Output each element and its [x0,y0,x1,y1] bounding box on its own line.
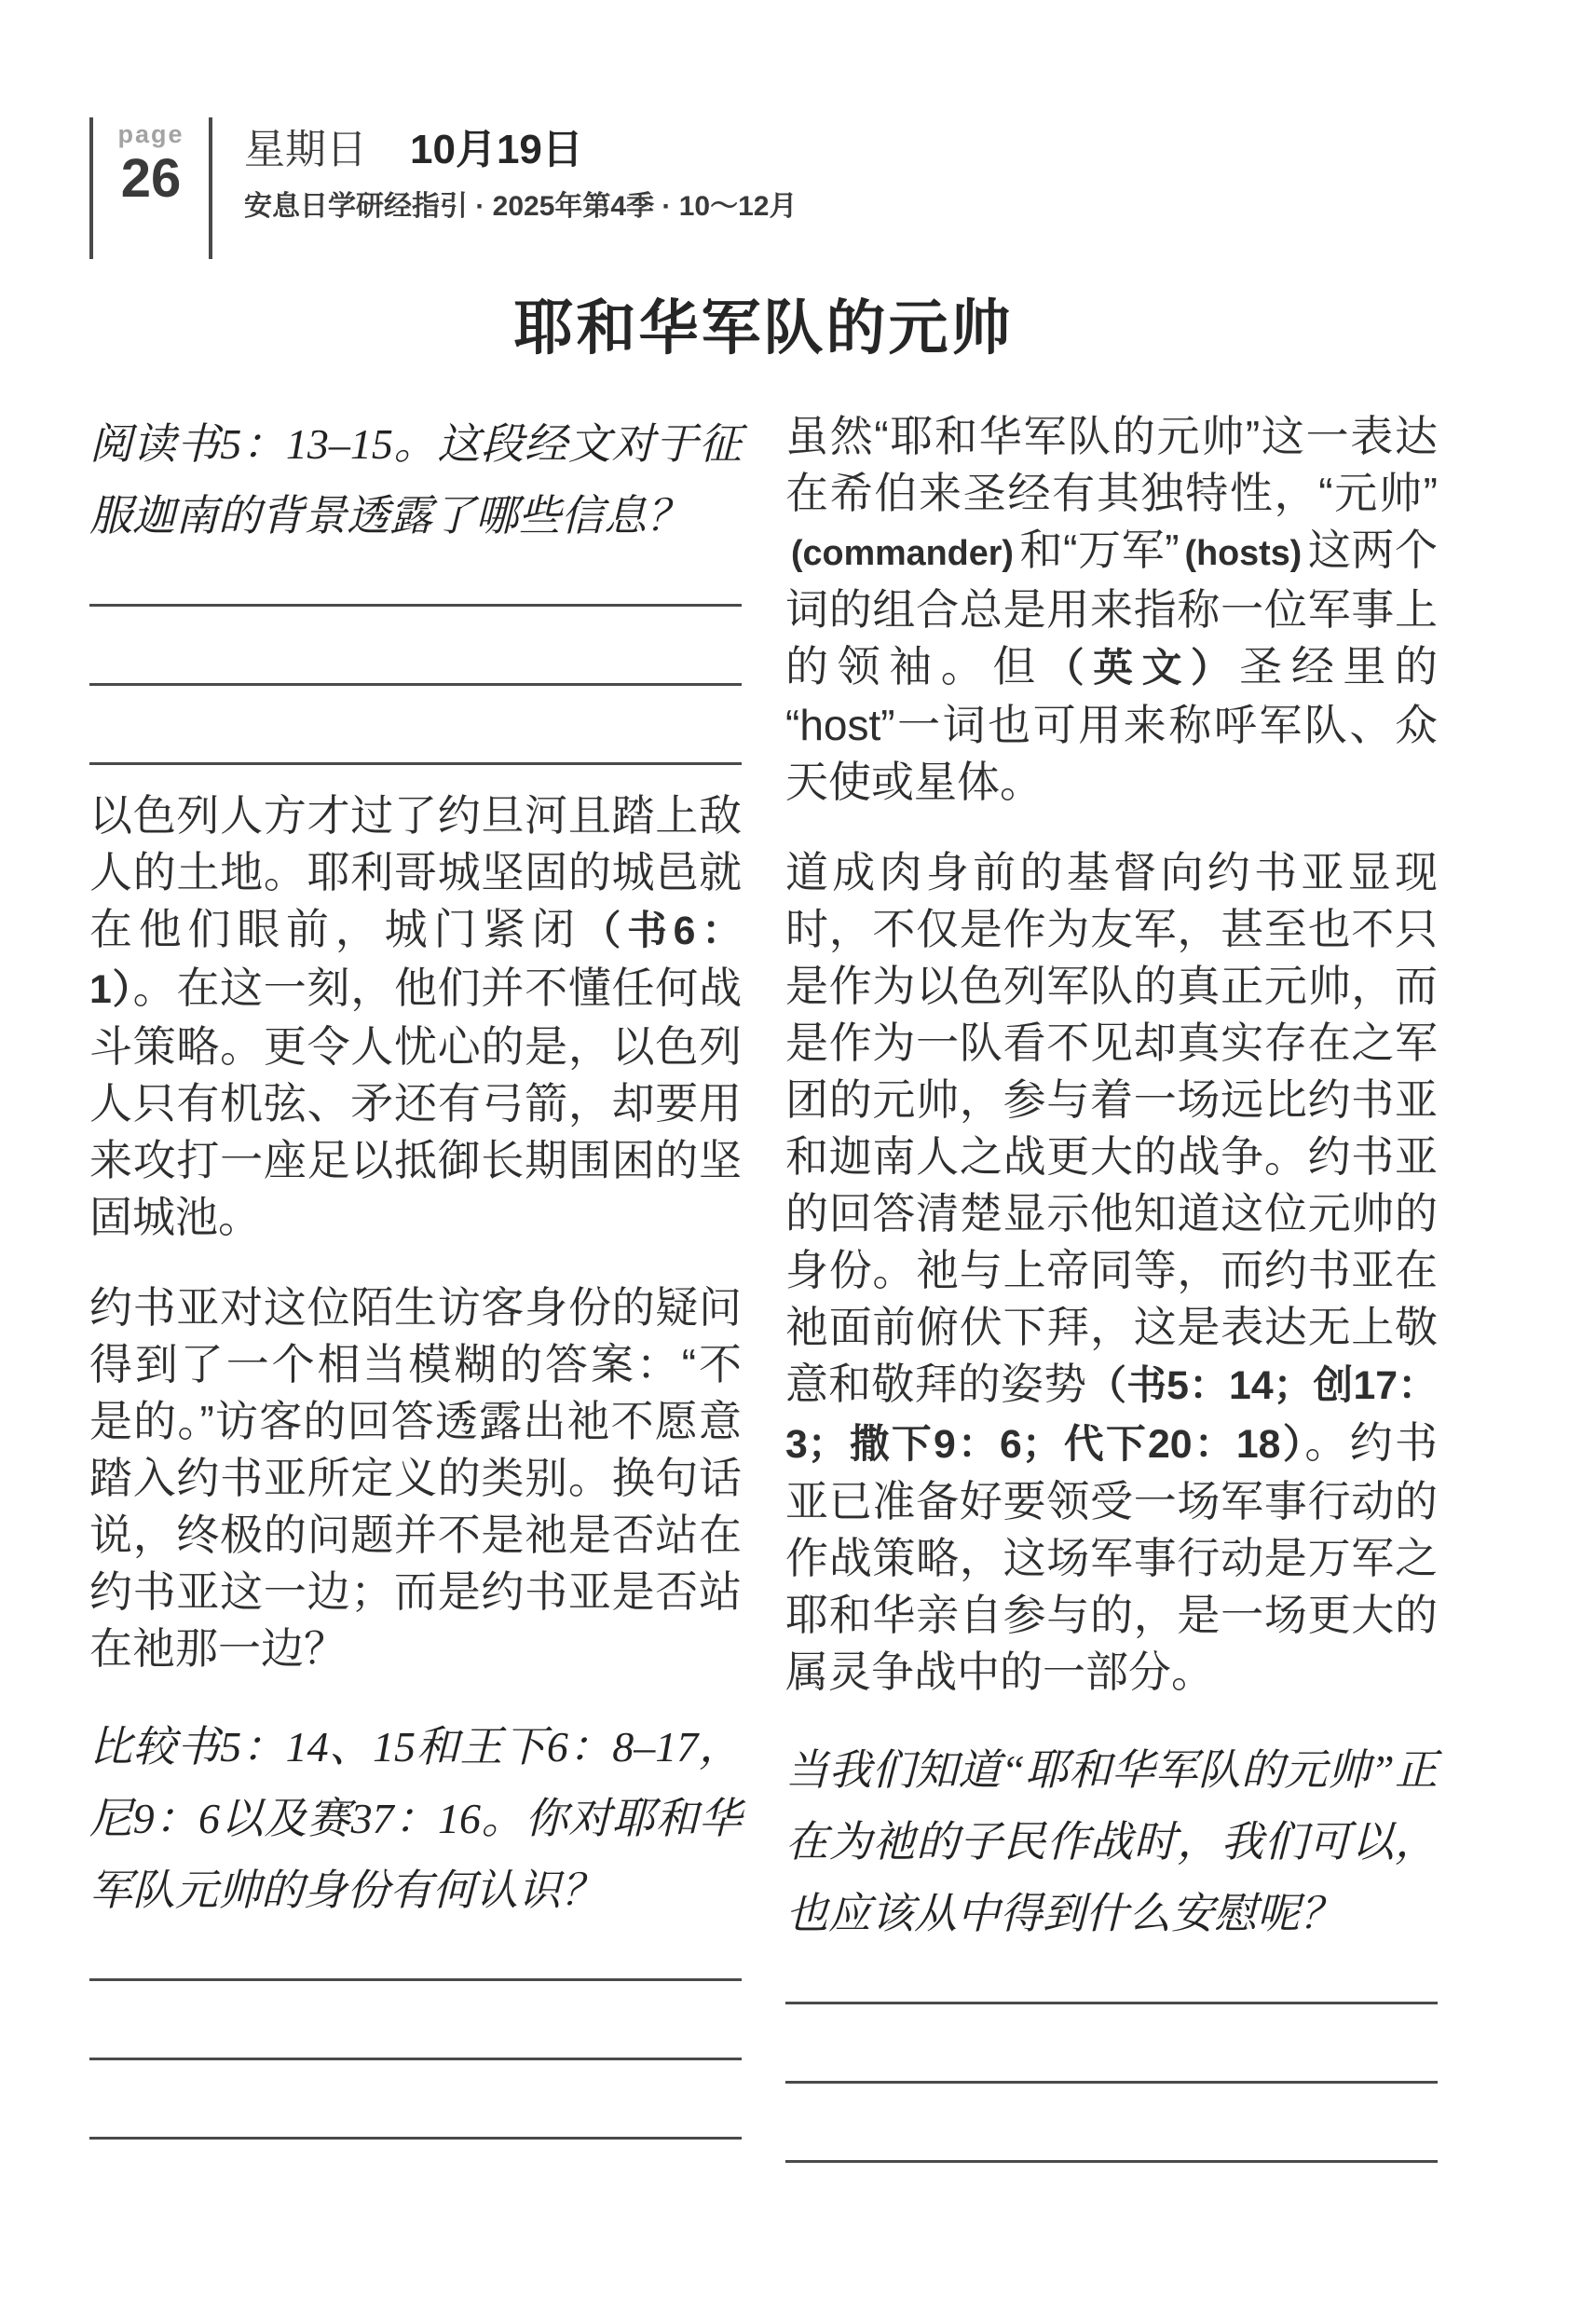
latin-term: (commander) [791,533,1014,572]
answer-line [89,683,742,686]
page-title: 耶和华军队的元帅 [513,295,1014,362]
series-label: 安息日学研经指引 · 2025年第4季 · 10～12月 [244,191,798,222]
date-label: 10月19日 [410,127,583,172]
weekday-label: 星期日 [244,127,367,172]
question-1: 阅读书5：13–15。这段经文对于征服迦南的背景透露了哪些信息？ [89,420,742,540]
lesson-header [244,117,797,259]
answer-line [89,762,742,765]
page-number-block [93,117,209,259]
answer-lines-2 [89,1978,742,2140]
body-paragraph-3 [785,408,1438,811]
body-paragraph-2: 约书亚对这位陌生访客身份的疑问得到了一个相当模糊的答案：“不是的。”访客的回答透露出祂不愿意踏入约书亚所定义的类别。换句话说，终极的问题并不是祂是否站在约书亚这一边；而是约书亚是否站在祂那一边？ [89,1283,742,1673]
latin-term: (hosts) [1184,533,1303,572]
body-paragraph-1 [89,787,742,1246]
page-number: 26 [120,148,182,209]
content-columns [89,408,1438,2185]
text-segment: 。在这一刻，他们并不懂任何战斗策略。更令人忧心的是，以色列人只有机弦、矛还有弓箭，却要用来攻打一座足以抵御长期围困的坚固城池。 [89,964,742,1241]
text-segment: 圣经里的“host”一词也可用来称呼军队、众天使或星体。 [785,642,1438,806]
page-header [89,117,797,259]
answer-line [89,1978,742,1981]
page-label: page [117,120,184,148]
text-segment: 以色列人方才过了约旦河且踏上敌人的土地。耶利哥城坚固的城邑就在他们眼前，城门紧闭 [89,791,742,953]
text-segment: 道成肉身前的基督向约书亚显现时，不仅是作为友军，甚至也不只是作为以色列军队的真正元帅，而是作为一队看不见却真实存在之军团的元帅，参与着一场远比约书亚和迦南人之战更大的战争。约书亚的回答清楚显示他知道这位元帅的身份。祂与上帝同等，而约书亚在祂面前俯伏下拜，这是表达无上敬意和敬拜的姿势 [785,848,1438,1408]
answer-line [89,604,742,607]
text-segment: 和“万军” [1018,526,1180,574]
text-segment: 这两个词的组合总是用来指称一位军事上的领袖。但 [785,526,1438,691]
body-paragraph-4 [785,844,1438,1701]
answer-line [785,2002,1438,2004]
answer-line [785,2081,1438,2084]
text-segment: 。约书亚已准备好要领受一场军事行动的作战策略，这场军事行动是万军之耶和华亲自参与的，是一场更大的属灵争战中的一部分。 [785,1418,1438,1696]
question-3: 当我们知道“耶和华军队的元帅”正在为祂的子民作战时，我们可以，也应该从中得到什么安慰呢？ [785,1746,1438,1937]
scripture-ref: （书5：14；创17：3；撒下9：6；代下20：18） [785,1363,1439,1467]
question-2: 比较书5：14、15和王下6：8–17，尼9：6以及赛37：16。你对耶和华军队元帅的身份有何认识？ [89,1723,742,1914]
answer-lines-1 [89,604,742,765]
answer-line [785,2160,1438,2163]
lesson-day-line [244,125,797,175]
answer-lines-3 [785,2002,1438,2163]
scripture-ref: （书6：1） [89,909,742,1012]
divider-bar [209,117,212,259]
language-note: （英文） [1044,646,1240,691]
right-column [785,408,1438,2185]
text-segment: 虽然“耶和华军队的元帅”这一表达在希伯来圣经有其独特性，“元帅” [785,412,1438,517]
left-column [89,408,742,2185]
answer-line [89,2137,742,2140]
answer-line [89,2058,742,2060]
